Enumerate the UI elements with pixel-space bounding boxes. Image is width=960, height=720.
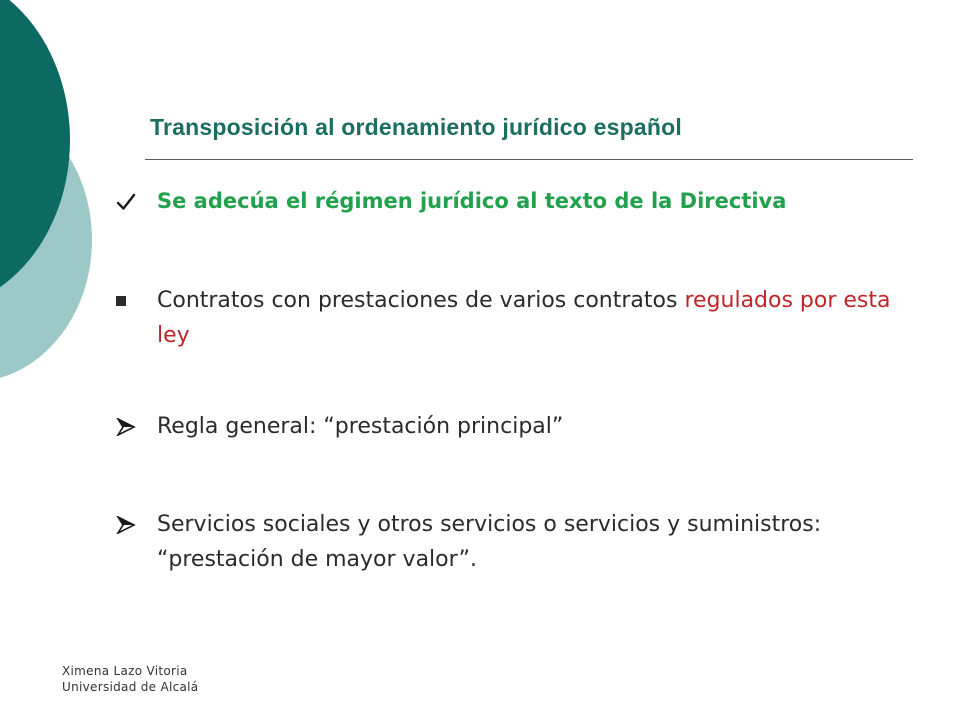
footer <box>62 663 198 695</box>
bullet-item <box>116 184 906 219</box>
arrowhead-bullet-icon <box>116 409 148 444</box>
slide-title: Transposición al ordenamiento jurídico español <box>150 114 682 140</box>
footer-author: Ximena Lazo Vitoria <box>62 664 188 678</box>
bullet-text: Se adecúa el régimen jurídico al texto de la Directiva <box>157 189 787 213</box>
bullet-text: Regla general: “prestación principal” <box>157 414 564 439</box>
arrowhead-bullet-icon <box>116 507 148 542</box>
bullet-text-highlight: regulados por esta ley <box>157 288 891 348</box>
footer-institution: Universidad de Alcalá <box>62 680 199 694</box>
title-underline <box>145 159 913 160</box>
bullet-text-normal: Contratos con prestaciones de varios contratos <box>157 288 685 313</box>
bullet-item <box>116 283 906 353</box>
bullet-item <box>116 409 906 444</box>
bullet-text: Servicios sociales y otros servicios o servicios y suministros: “prestación de mayor valor”. <box>157 512 822 572</box>
square-bullet-icon <box>116 283 148 318</box>
bullet-text <box>157 283 906 353</box>
check-icon <box>116 184 148 219</box>
bullet-item <box>116 507 906 577</box>
